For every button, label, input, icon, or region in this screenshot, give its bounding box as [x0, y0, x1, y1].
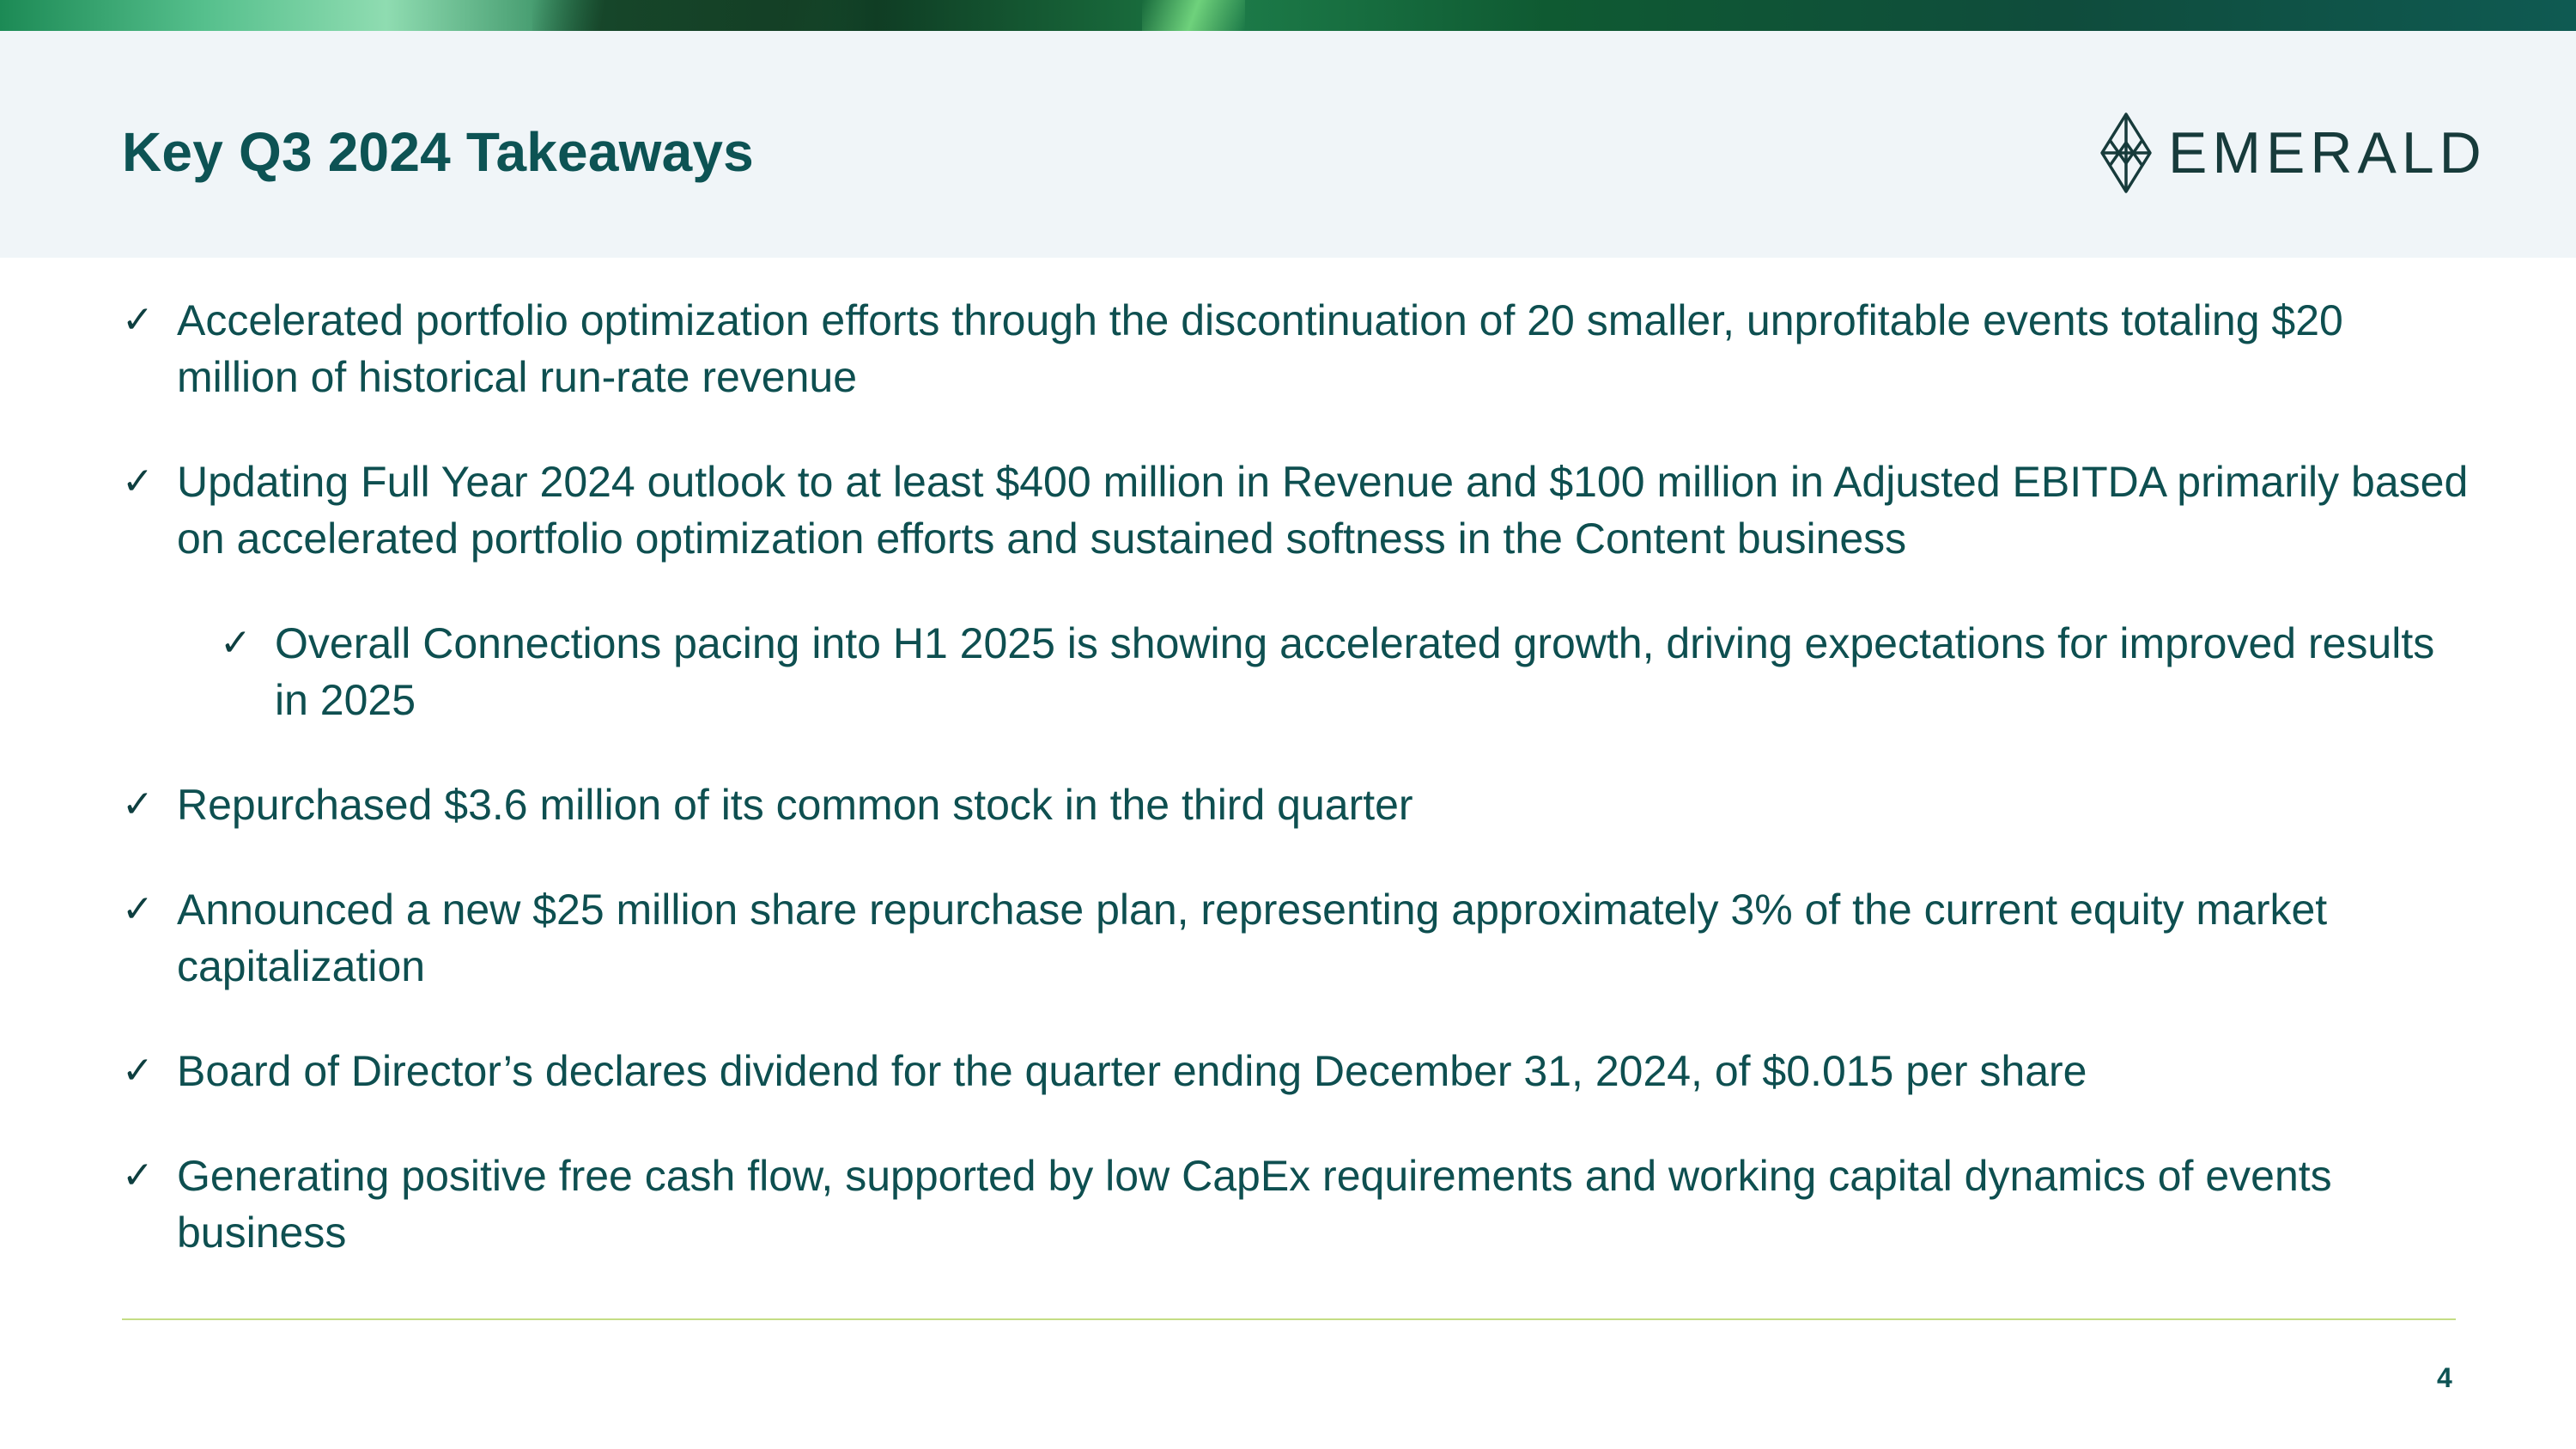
logo-wordmark: EMERALD — [2168, 120, 2487, 186]
list-item-text: Updating Full Year 2024 outlook to at least $400 million in Revenue and $100 million in Adjusted EBITDA primarily based on accelerated portfolio optimization efforts and sustained softness in the Content business — [177, 458, 2469, 563]
checkmark-icon: ✓ — [220, 622, 252, 664]
emerald-logo — [2099, 112, 2487, 194]
checkmark-icon: ✓ — [122, 1050, 154, 1092]
list-item — [122, 292, 2475, 405]
checkmark-icon: ✓ — [122, 460, 154, 502]
emerald-gem-icon — [2099, 112, 2153, 194]
list-item — [122, 1148, 2475, 1261]
checkmark-icon: ✓ — [122, 1154, 154, 1196]
checkmark-icon: ✓ — [122, 299, 154, 341]
takeaways-list — [122, 292, 2475, 1309]
list-item — [122, 881, 2475, 995]
list-item — [122, 1043, 2475, 1099]
list-item-text: Generating positive free cash flow, supported by low CapEx requirements and working capital dynamics of events business — [177, 1152, 2332, 1257]
list-item-text: Repurchased $3.6 million of its common stock in the third quarter — [177, 781, 1413, 829]
page-number: 4 — [2437, 1362, 2452, 1393]
footer-divider — [122, 1318, 2456, 1320]
top-decorative-band — [0, 0, 2576, 31]
checkmark-icon: ✓ — [122, 888, 154, 930]
band-highlight-streak — [532, 0, 893, 31]
list-item-text: Accelerated portfolio optimization efforts through the discontinuation of 20 smaller, unprofitable events totaling $20 million of historical run-rate revenue — [177, 296, 2343, 401]
sub-list-item — [220, 615, 2475, 728]
list-item — [122, 454, 2475, 567]
list-item — [122, 776, 2475, 833]
band-light-streak — [1142, 0, 1245, 31]
list-item-text: Board of Director’s declares dividend for the quarter ending December 31, 2024, of $0.015 per share — [177, 1047, 2087, 1095]
list-item-text: Announced a new $25 million share repurchase plan, representing approximately 3% of the current equity market capitalization — [177, 886, 2328, 990]
slide-title: Key Q3 2024 Takeaways — [122, 121, 754, 183]
list-item-text: Overall Connections pacing into H1 2025 is showing accelerated growth, driving expectations for improved results in 2025 — [275, 619, 2435, 724]
checkmark-icon: ✓ — [122, 783, 154, 825]
